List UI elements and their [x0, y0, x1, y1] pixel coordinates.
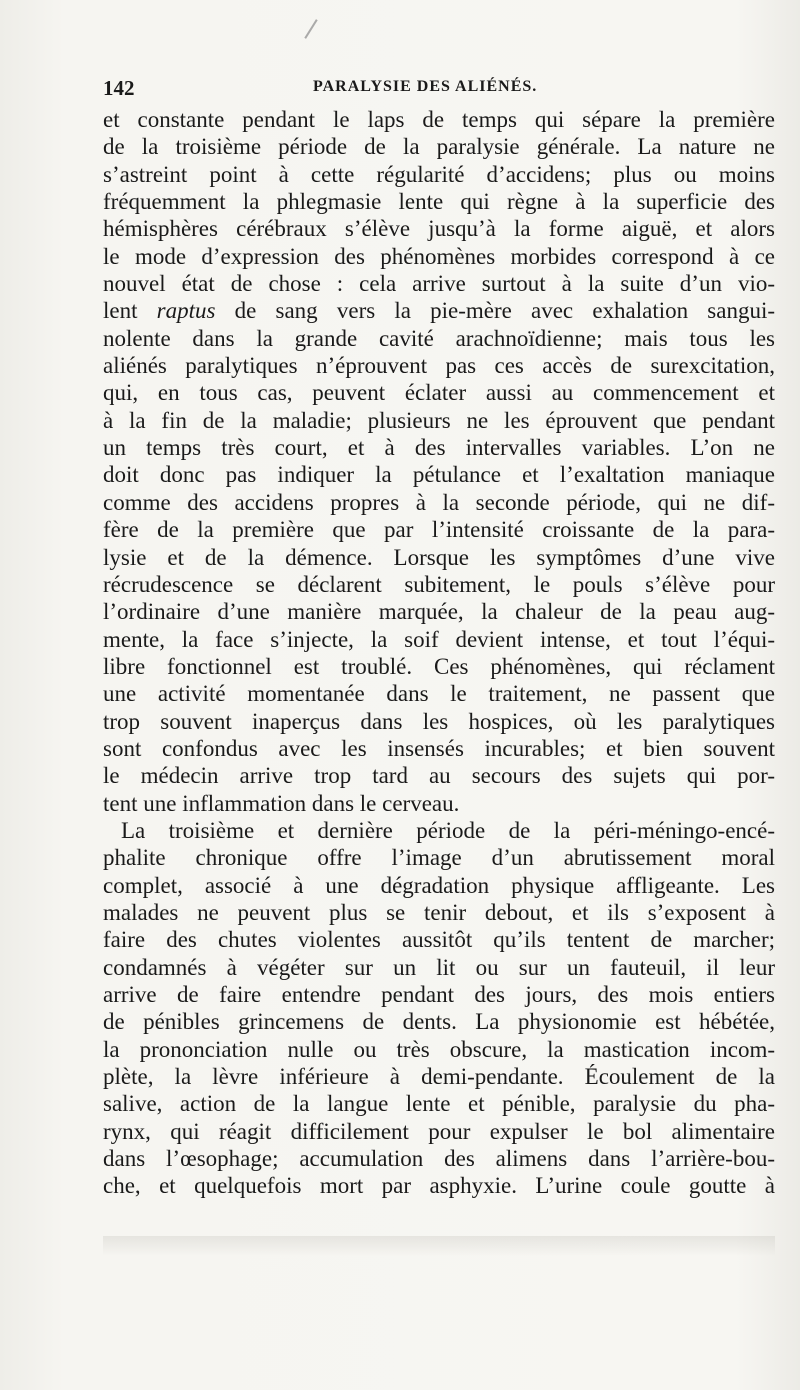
text-line: lent raptus de sang vers la pie-mère avec exhalation sangui- — [103, 298, 775, 324]
text-line: de pénibles grincemens de dents. La physionomie est hébétée, — [103, 1009, 775, 1035]
text-line: lysie et de la démence. Lorsque les symptômes d’une vive — [103, 544, 775, 570]
text-line: La troisième et dernière période de la péri-méningo-encé- — [121, 817, 775, 843]
text-line: un temps très court, et à des intervalles variables. L’on ne — [103, 435, 775, 461]
body-text — [103, 106, 775, 1200]
text-line: rynx, qui réagit difficilement pour expulser le bol alimentaire — [103, 1118, 775, 1144]
text-line: nouvel état de chose : cela arrive surtout à la suite d’un vio- — [103, 271, 775, 297]
italic-word: raptus — [156, 298, 216, 324]
text-line: à la fin de la maladie; plusieurs ne les éprouvent que pendant — [103, 407, 775, 433]
text-line: libre fonctionnel est troublé. Ces phénomènes, qui réclament — [103, 653, 775, 679]
text-line: fréquemment la phlegmasie lente qui règne à la superficie des — [103, 189, 775, 215]
ink-mark — [304, 19, 317, 39]
text-line: mente, la face s’injecte, la soif devient intense, et tout l’équi- — [103, 626, 775, 652]
show-through-bleed — [103, 1236, 775, 1256]
text-line: condamnés à végéter sur un lit ou sur un fauteuil, il leur — [103, 954, 775, 980]
running-title: PARALYSIE DES ALIÉNÉS. — [313, 78, 538, 95]
text-line: doit donc pas indiquer la pétulance et l’exaltation maniaque — [103, 462, 775, 488]
text-line: trop souvent inaperçus dans les hospices, où les paralytiques — [103, 708, 775, 734]
text-line: fère de la première que par l’intensité croissante de la para- — [103, 517, 775, 543]
text-line: qui, en tous cas, peuvent éclater aussi au commencement et — [103, 380, 775, 406]
text-line: aliénés paralytiques n’éprouvent pas ces accès de surexcitation, — [103, 353, 775, 379]
page-header — [103, 76, 775, 100]
text-line: complet, associé à une dégradation physique affligeante. Les — [103, 872, 775, 898]
text-line: la prononciation nulle ou très obscure, la mastication incom- — [103, 1036, 775, 1062]
text-line: faire des chutes violentes aussitôt qu’ils tentent de marcher; — [103, 927, 775, 953]
text-line: comme des accidens propres à la seconde période, qui ne dif- — [103, 489, 775, 515]
text-line: plète, la lèvre inférieure à demi-pendante. Écoulement de la — [103, 1064, 775, 1090]
page-number: 142 — [103, 76, 135, 100]
text-line: tent une inflammation dans le cerveau. — [103, 790, 460, 816]
text-line: dans l’œsophage; accumulation des alimens dans l’arrière-bou- — [103, 1146, 775, 1172]
text-line: malades ne peuvent plus se tenir debout, et ils s’exposent à — [103, 899, 775, 925]
text-line: che, et quelquefois mort par asphyxie. L’urine coule goutte à — [103, 1173, 775, 1199]
text-line: et constante pendant le laps de temps qui sépare la première — [103, 107, 775, 132]
paragraph-1 — [103, 106, 775, 817]
text-line: salive, action de la langue lente et pénible, paralysie du pha- — [103, 1091, 775, 1117]
text-line: sont confondus avec les insensés incurables; et bien souvent — [103, 735, 775, 761]
text-line: l’ordinaire d’une manière marquée, la chaleur de la peau aug- — [103, 599, 775, 625]
paragraph-2 — [103, 817, 775, 1200]
text-line: phalite chronique offre l’image d’un abrutissement moral — [103, 845, 775, 871]
text-line: s’astreint point à cette régularité d’accidens; plus ou moins — [103, 161, 775, 187]
text-line: une activité momentanée dans le traitement, ne passent que — [103, 681, 775, 707]
text-line: le médecin arrive trop tard au secours des sujets qui por- — [103, 763, 775, 789]
text-line: arrive de faire entendre pendant des jours, des mois entiers — [103, 982, 775, 1007]
text-line: récrudescence se déclarent subitement, le pouls s’élève pour — [103, 571, 775, 597]
text-line: de la troisième période de la paralysie générale. La nature ne — [103, 134, 775, 160]
text-line: nolente dans la grande cavité arachnoïdienne; mais tous les — [103, 325, 775, 351]
text-line: le mode d’expression des phénomènes morbides correspond à ce — [103, 243, 775, 269]
text-line: hémisphères cérébraux s’élève jusqu’à la forme aiguë, et alors — [103, 216, 775, 242]
